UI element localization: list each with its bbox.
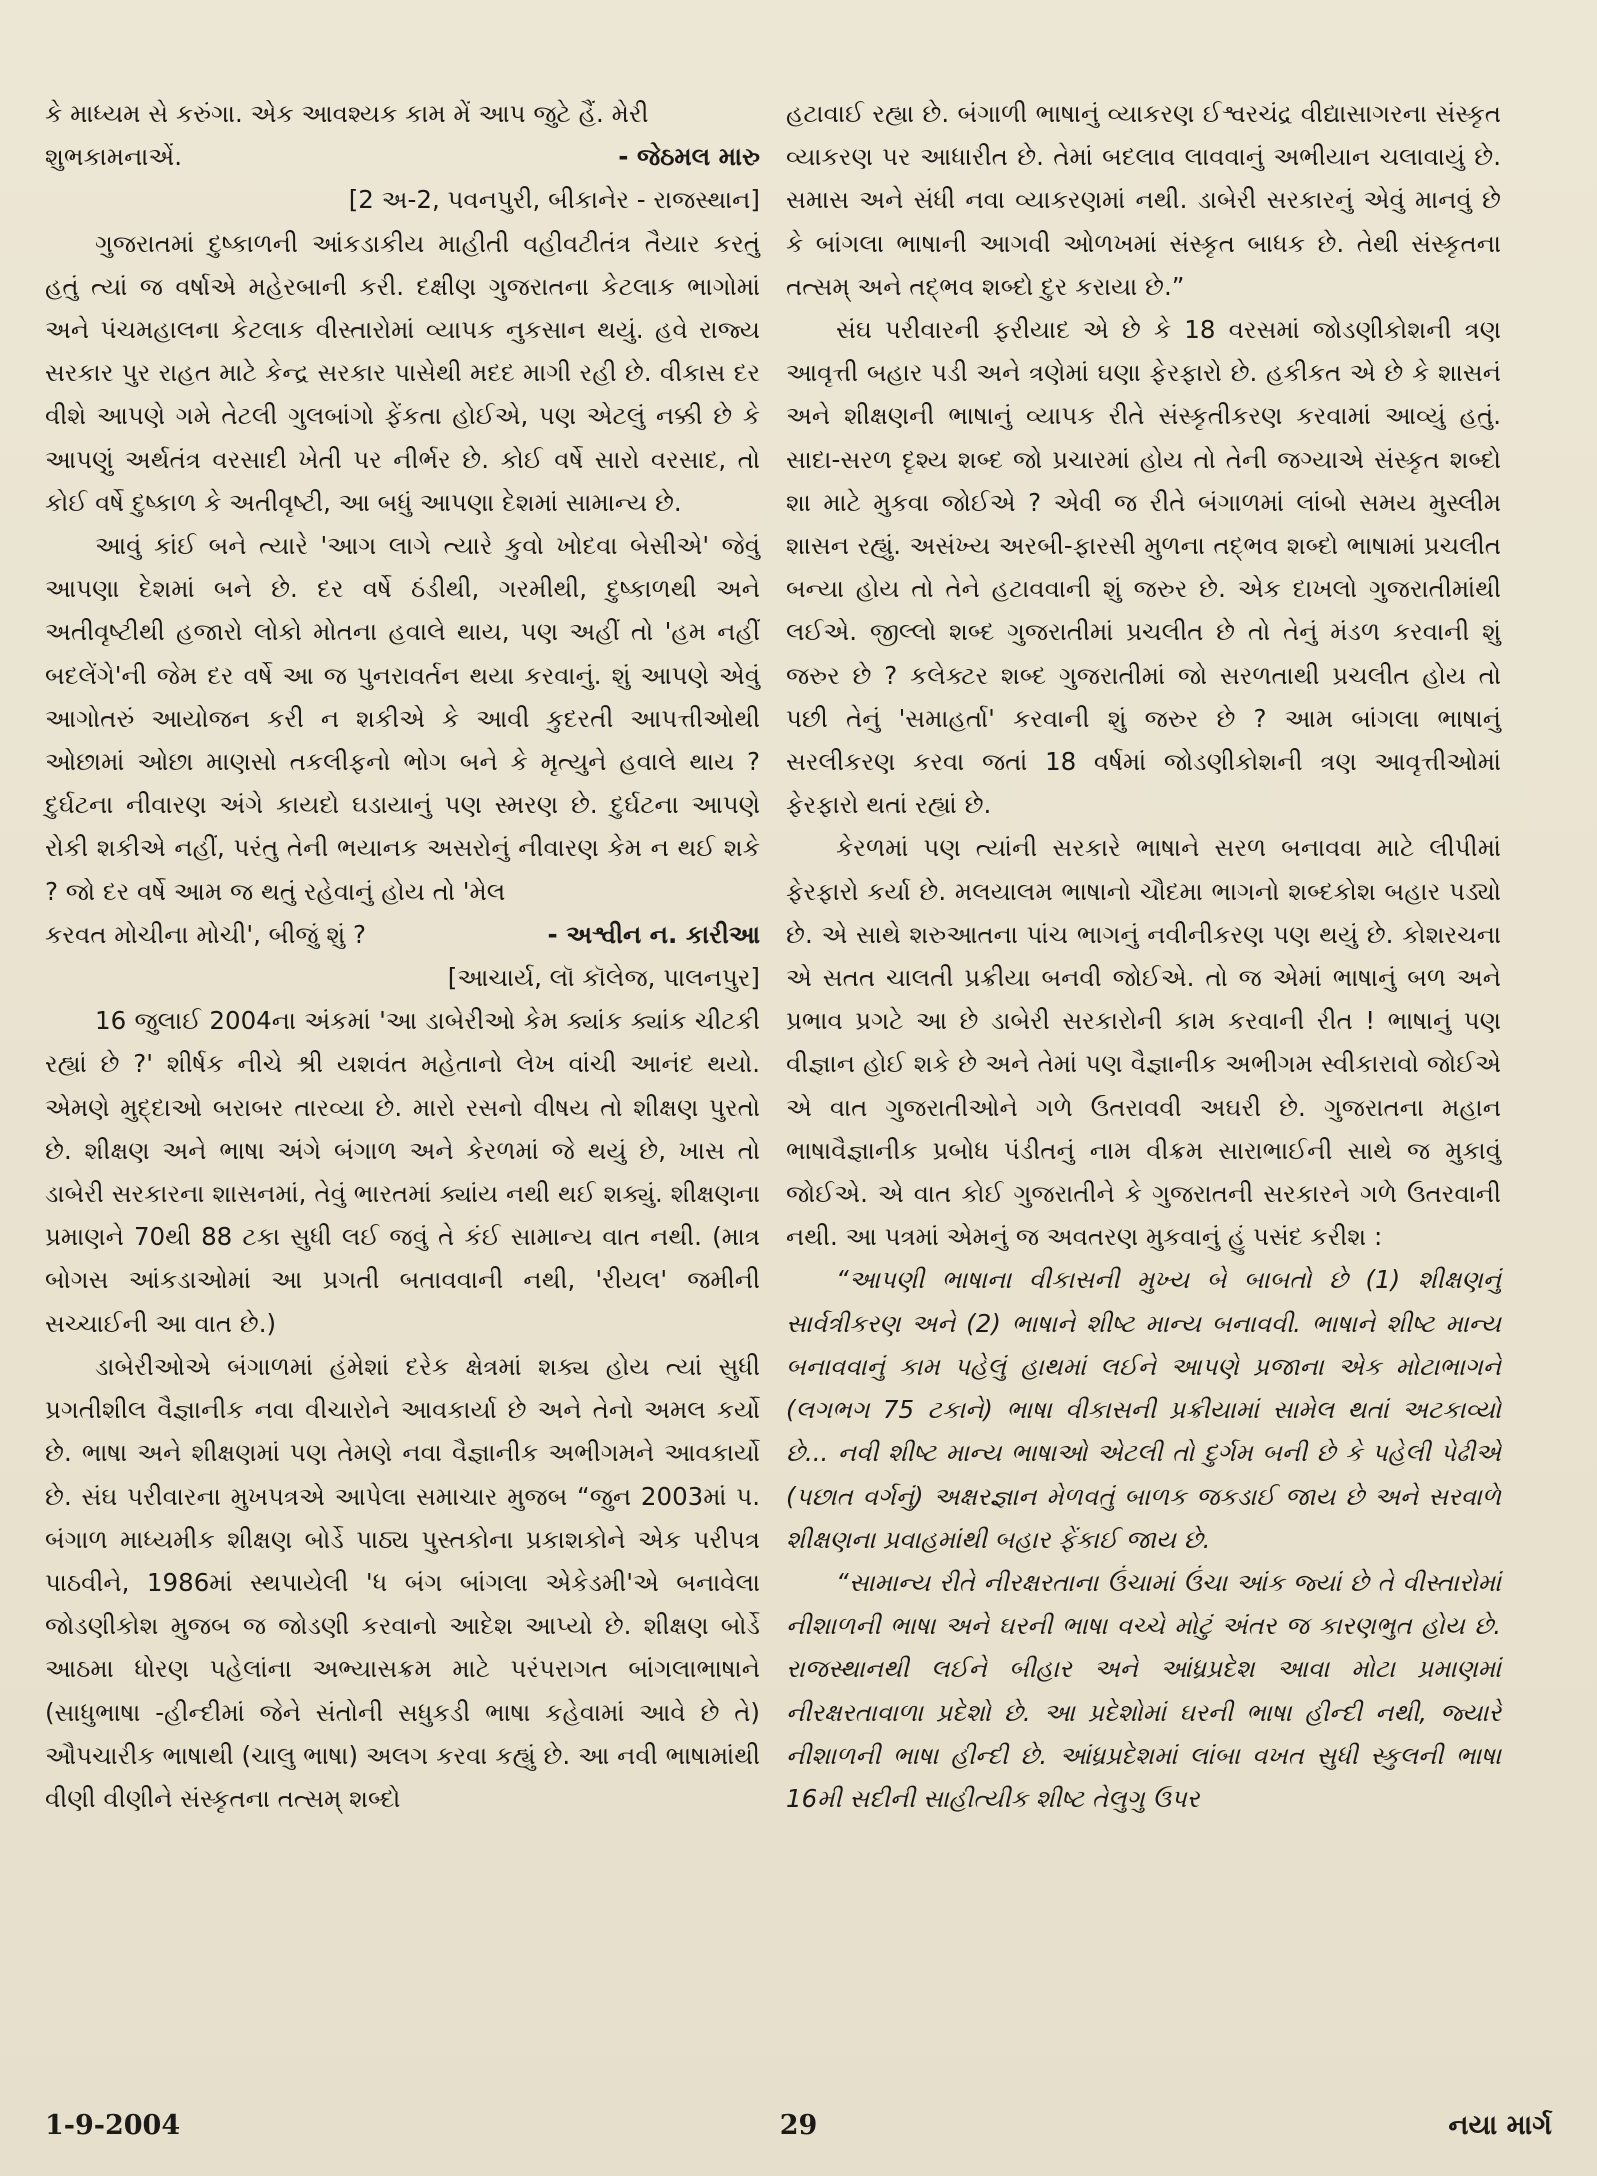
letter-ending-text: કે માધ્યમ સે કરુંગા. એક આવશ્યક કામ મેં આપ જુટે હૈં. મેરી bbox=[45, 99, 649, 128]
page-number: 29 bbox=[779, 2110, 818, 2141]
paragraph: હટાવાઈ રહ્યા છે. બંગાળી ભાષાનું વ્યાકરણ ઈશ્વરચંદ્ર વીદ્યાસાગરના સંસ્કૃત વ્યાકરણ પર આધારીત છે. તેમાં બદલાવ લાવવાનું અભીયાન ચલાવાયું છે. સમાસ અને સંધી નવા વ્યાકરણમાં નથી. ડાબેરી સરકારનું એવું માનવું છે કે બાંગલા ભાષાની આગવી ઓળખમાં સંસ્કૃત બાધક છે. તેથી સંસ્કૃતના તત્સમ્ અને તદ્ભવ શબ્દો દુર કરાયા છે.” bbox=[786, 99, 1501, 301]
left-column bbox=[45, 92, 760, 1820]
paragraph-last-line: કરવત મોચીના મોચી', બીજું શું ? bbox=[45, 919, 366, 949]
author-signature: - અશ્વીન ન. કારીઆ bbox=[547, 919, 760, 949]
quoted-paragraph: “આપણી ભાષાના વીકાસની મુખ્ય બે બાબતો છે (1) શીક્ષણનું સાર્વત્રીકરણ અને (2) ભાષાને શીષ્ટ માન્ય બનાવવી. ભાષાને શીષ્ટ માન્ય બનાવવાનું કામ પહેલું હાથમાં લઈને આપણે પ્રજાના એક મોટાભાગને (લગભગ 75 ટકાને) ભાષા વીકાસની પ્રક્રીયામાં સામેલ થતાં અટકાવ્યો છે... નવી શીષ્ટ માન્ય ભાષાઓ એટલી તો દુર્ગમ બની છે કે પહેલી પેઢીએ (પછાત વર્ગનું) અક્ષરજ્ઞાન મેળવતું બાળક જકડાઈ જાય છે અને સરવાળે શીક્ષણના પ્રવાહમાંથી બહાર ફેંકાઈ જાય છે. bbox=[786, 1265, 1501, 1554]
author-address: [આચાર્ય, લૉ કૉલેજ, પાલનપુર] bbox=[447, 963, 760, 993]
issue-date: 1-9-2004 bbox=[45, 2110, 181, 2141]
paragraph: કેરળમાં પણ ત્યાંની સરકારે ભાષાને સરળ બનાવવા માટે લીપીમાં ફેરફારો કર્યા છે. મલયાલમ ભાષાનો ચૌદમા ભાગનો શબ્દકોશ બહાર પડ્યો છે. એ સાથે શરુઆતના પાંચ ભાગનું નવીનીકરણ પણ થયું છે. કોશરચના એ સતત ચાલતી પ્રક્રીયા બનવી જોઈએ. તો જ એમાં ભાષાનું બળ અને પ્રભાવ પ્રગટે આ છે ડાબેરી સરકારોની કામ કરવાની રીત ! ભાષાનું પણ વીજ્ઞાન હોઈ શકે છે અને તેમાં પણ વૈજ્ઞાનીક અભીગમ સ્વીકારાવો જોઈએ એ વાત ગુજરાતીઓને ગળે ઉતરાવવી અઘરી છે. ગુજરાતના મહાન ભાષાવૈજ્ઞાનીક પ્રબોધ પંડીતનું નામ વીક્રમ સારાભાઈની સાથે જ મુકાવું જોઈએ. એ વાત કોઈ ગુજરાતીને કે ગુજરાતની સરકારને ગળે ઉતરવાની નથી. આ પત્રમાં એમનું જ અવતરણ મુકવાનું હું પસંદ કરીશ : bbox=[786, 833, 1501, 1252]
signature-line bbox=[45, 135, 760, 178]
magazine-title: નયા માર્ગ bbox=[1448, 2110, 1552, 2141]
paragraph: આવું કાંઈ બને ત્યારે 'આગ લાગે ત્યારે કુવો ખોદવા બેસીએ' જેવું આપણા દેશમાં બને છે. દર વર્ષે ઠંડીથી, ગરમીથી, દુષ્કાળથી અને અતીવૃષ્ટીથી હજારો લોકો મોતના હવાલે થાય, પણ અહીં તો 'હમ નહીં બદલેંગે'ની જેમ દર વર્ષે આ જ પુનરાવર્તન થયા કરવાનું. શું આપણે એવું આગોતરું આયોજન કરી ન શકીએ કે આવી કુદરતી આપત્તીઓથી ઓછામાં ઓછા માણસો તકલીફનો ભોગ બને કે મૃત્યુને હવાલે થાય ? દુર્ઘટના નીવારણ અંગે કાયદો ઘડાયાનું પણ સ્મરણ છે. દુર્ઘટના આપણે રોકી શકીએ નહીં, પરંતુ તેની ભયાનક અસરોનું નીવારણ કેમ ન થઈ શકે ? જો દર વર્ષે આમ જ થતું રહેવાનું હોય તો 'મેલ bbox=[45, 531, 760, 906]
paragraph: 16 જુલાઈ 2004ના અંકમાં 'આ ડાબેરીઓ કેમ ક્યાંક ક્યાંક ચીટકી રહ્યાં છે ?' શીર્ષક નીચે શ્રી યશવંત મહેતાનો લેખ વાંચી આનંદ થયો. એમણે મુદ્દાઓ બરાબર તારવ્યા છે. મારો રસનો વીષય તો શીક્ષણ પુરતો છે. શીક્ષણ અને ભાષા અંગે બંગાળ અને કેરળમાં જે થયું છે, ખાસ તો ડાબેરી સરકારના શાસનમાં, તેવું ભારતમાં ક્યાંય નથી થઈ શક્યું. શીક્ષણના પ્રમાણને 70થી 88 ટકા સુધી લઈ જવું તે કંઈ સામાન્ય વાત નથી. (માત્ર બોગસ આંકડાઓમાં આ પ્રગતી બતાવવાની નથી, 'રીયલ' જમીની સચ્ચાઈની આ વાત છે.) bbox=[45, 1006, 760, 1338]
author-address: [2 અ-2, પવનપુરી, બીકાનેર - રાજસ્થાન] bbox=[348, 185, 760, 215]
paragraph: સંઘ પરીવારની ફરીયાદ એ છે કે 18 વરસમાં જોડણીકોશની ત્રણ આવૃત્તી બહાર પડી અને ત્રણેમાં ઘણા ફેરફારો છે. હકીકત એ છે કે શાસનં અને શીક્ષણની ભાષાનું વ્યાપક રીતે સંસ્કૃતીકરણ કરવામાં આવ્યું હતું. સાદા-સરળ દૃશ્ય શબ્દ જો પ્રચારમાં હોય તો તેની જગ્યાએ સંસ્કૃત શબ્દો શા માટે મુકવા જોઈએ ? એવી જ રીતે બંગાળમાં લાંબો સમય મુસ્લીમ શાસન રહ્યું. અસંખ્ય અરબી-ફારસી મુળના તદ્ભવ શબ્દો ભાષામાં પ્રચલીત બન્યા હોય તો તેને હટાવવાની શું જરુર છે. એક દાખલો ગુજરાતીમાંથી લઈએ. જીલ્લો શબ્દ ગુજરાતીમાં પ્રચલીત છે તો તેનું મંડળ કરવાની શું જરુર છે ? કલેક્ટર શબ્દ ગુજરાતીમાં જો સરળતાથી પ્રચલીત હોય તો પછી તેનું 'સમાહર્તા' કરવાની શું જરુર છે ? આમ બાંગલા ભાષાનું સરલીકરણ કરવા જતાં 18 વર્ષમાં જોડણીકોશની ત્રણ આવૃત્તીઓમાં ફેરફારો થતાં રહ્યાં છે. bbox=[786, 315, 1501, 820]
signature-line bbox=[45, 913, 760, 956]
paragraph: ડાબેરીઓએ બંગાળમાં હંમેશાં દરેક ક્ષેત્રમાં શક્ય હોય ત્યાં સુધી પ્રગતીશીલ વૈજ્ઞાનીક નવા વીચારોને આવકાર્યા છે અને તેનો અમલ કર્યો છે. ભાષા અને શીક્ષણમાં પણ તેમણે નવા વૈજ્ઞાનીક અભીગમને આવકાર્યો છે. સંઘ પરીવારના મુખપત્રએ આપેલા સમાચાર મુજબ “જુન 2003માં પ. બંગાળ માધ્યમીક શીક્ષણ બોર્ડે પાઠ્ય પુસ્તકોના પ્રકાશકોને એક પરીપત્ર પાઠવીને, 1986માં સ્થપાયેલી 'ધ બંગ બાંગલા એકેડમી'એ બનાવેલા જોડણીકોશ મુજબ જ જોડણી કરવાનો આદેશ આપ્યો છે. શીક્ષણ બોર્ડે આઠમા ધોરણ પહેલાંના અભ્યાસક્રમ માટે પરંપરાગત બાંગલાભાષાને (સાધુભાષા -હીન્દીમાં જેને સંતોની સધુકડી ભાષા કહેવામાં આવે છે તે) ઔપચારીક ભાષાથી (ચાલુ ભાષા) અલગ કરવા કહ્યું છે. આ નવી ભાષામાંથી વીણી વીણીને સંસ્કૃતના તત્સમ્ શબ્દો bbox=[45, 1351, 760, 1813]
closing-word: શુભકામનાએં. bbox=[45, 142, 182, 172]
paragraph: ગુજરાતમાં દુષ્કાળની આંકડાકીય માહીતી વહીવટીતંત્ર તૈયાર કરતું હતું ત્યાં જ વર્ષાએ મહેરબાની કરી. દક્ષીણ ગુજરાતના કેટલાક ભાગોમાં અને પંચમહાલના કેટલાક વીસ્તારોમાં વ્યાપક નુકસાન થયું. હવે રાજ્ય સરકાર પુર રાહત માટે કેન્દ્ર સરકાર પાસેથી મદદ માગી રહી છે. વીકાસ દર વીશે આપણે ગમે તેટલી ગુલબાંગો ફેંકતા હોઈએ, પણ એટલું નક્કી છે કે આપણું અર્થતંત્ર વરસાદી ખેતી પર નીર્ભર છે. કોઈ વર્ષે સારો વરસાદ, તો કોઈ વર્ષે દુષ્કાળ કે અતીવૃષ્ટી, આ બધું આપણા દેશમાં સામાન્ય છે. bbox=[45, 228, 760, 517]
right-column bbox=[786, 92, 1501, 1820]
author-signature: - જેઠમલ મારુ bbox=[618, 142, 760, 172]
page-footer bbox=[45, 2110, 1552, 2142]
quoted-paragraph: “સામાન્ય રીતે નીરક્ષરતાના ઉંચામાં ઉંચા આંક જ્યાં છે તે વીસ્તારોમાં નીશાળની ભાષા અને ઘરની ભાષા વચ્ચે મોટું અંતર જ કારણભુત હોય છે. રાજસ્થાનથી લઈને બીહાર અને આંધ્રપ્રદેશ આવા મોટા પ્રમાણમાં નીરક્ષરતાવાળા પ્રદેશો છે. આ પ્રદેશોમાં ઘરની ભાષા હીન્દી નથી, જ્યારે નીશાળની ભાષા હીન્દી છે. આંધ્રપ્રદેશમાં લાંબા વખત સુધી સ્કુલની ભાષા 16મી સદીની સાહીત્યીક શીષ્ટ તેલુગુ ઉપર bbox=[786, 1567, 1501, 1813]
